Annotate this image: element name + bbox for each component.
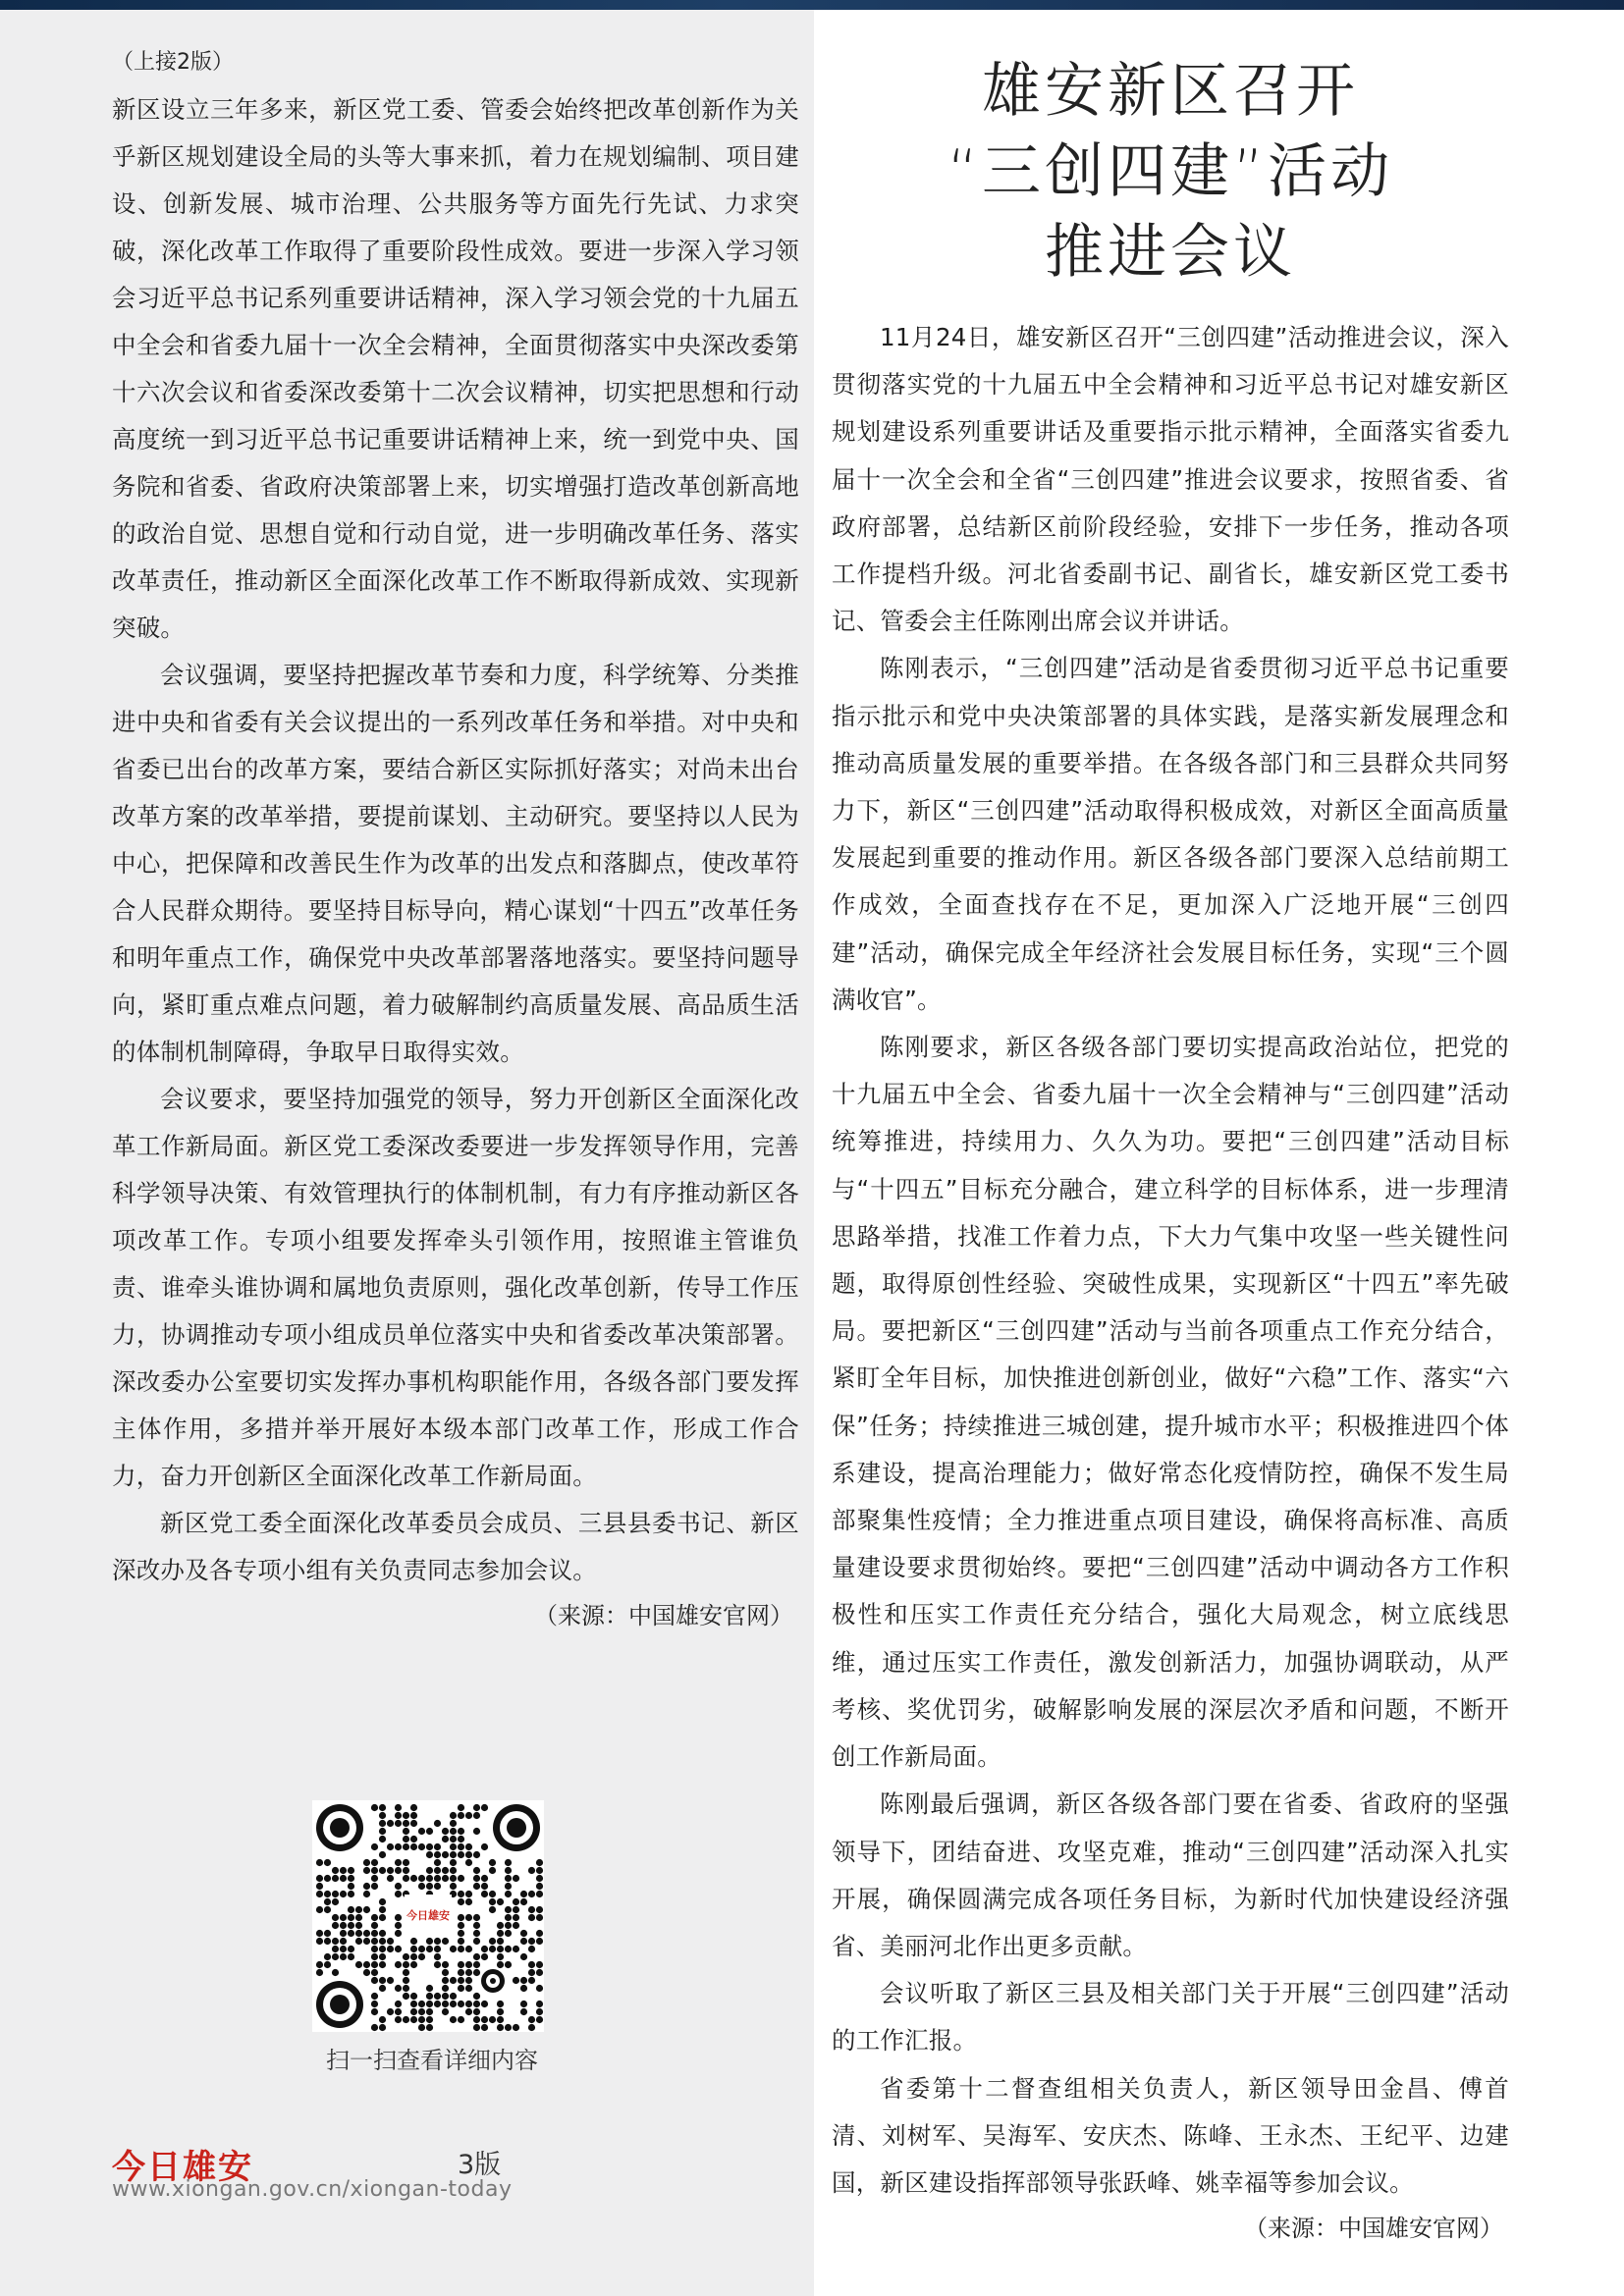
- paragraph: 陈刚最后强调，新区各级各部门要在省委、省政府的坚强领导下，团结奋进、攻坚克难，推动“三创四建”活动深入扎实开展，确保圆满完成各项任务目标，为新时代加快建设经济强省、美丽河北作出更多贡献。: [832, 1789, 1509, 1960]
- qr-center-label: 今日雄安: [406, 1909, 450, 1922]
- paragraph: 省委第十二督查组相关负责人，新区领导田金昌、傅首清、刘树军、吴海军、安庆杰、陈峰、王永杰、王纪平、边建国，新区建设指挥部领导张跃峰、姚幸福等参加会议。: [832, 2073, 1509, 2197]
- paragraph: 陈刚要求，新区各级各部门要切实提高政治站位，把党的十九届五中全会、省委九届十一次全会精神与“三创四建”活动统筹推进，持续用力、久久为功。要把“三创四建”活动目标与“十四五”目标充分融合，建立科学的目标体系，进一步理清思路举措，找准工作着力点，下大力气集中攻坚一些关键性问题，取得原创性经验、突破性成果，实现新区“十四五”率先破局。要把新区“三创四建”活动与当前各项重点工作充分结合，紧盯全年目标，加快推进创新创业，做好“六稳”工作、落实“六保”任务；持续推进三城创建，提升城市水平；积极推进四个体系建设，提高治理能力；做好常态化疫情防控，确保不发生局部聚集性疫情；全力推进重点项目建设，确保将高标准、高质量建设要求贯彻始终。要把“三创四建”活动中调动各方工作积极性和压实工作责任充分结合，强化大局观念，树立底线思维，通过压实工作责任，激发创新活力，加强协调联动，从严考核、奖优罚劣，破解影响发展的深层次矛盾和问题，不断开创工作新局面。: [832, 1033, 1509, 1772]
- paragraph: 会议要求，要坚持加强党的领导，努力开创新区全面深化改革工作新局面。新区党工委深改委要进一步发挥领导作用，完善科学领导决策、有效管理执行的体制机制，有力有序推动新区各项改革工作。专项小组要发挥牵头引领作用，按照谁主管谁负责、谁牵头谁协调和属地负责原则，强化改革创新，传导工作压力，协调推动专项小组成员单位落实中央和省委改革决策部署。深改委办公室要切实发挥办事机构职能作用，各级各部门要发挥主体作用，多措并举开展好本级本部门改革工作，形成工作合力，奋力开创新区全面深化改革工作新局面。: [112, 1085, 799, 1490]
- source-credit: （来源：中国雄安官网）: [1244, 2215, 1503, 2243]
- left-column: [112, 43, 799, 1637]
- right-article-body: [832, 314, 1509, 2207]
- paragraph: 新区党工委全面深化改革委员会成员、三县县委书记、新区深改办及各专项小组有关负责同志参加会议。: [112, 1509, 799, 1584]
- page-number: 3版: [458, 2150, 502, 2180]
- headline-line: “三创四建”活动: [947, 137, 1394, 206]
- headline-line: 推进会议: [1045, 218, 1296, 287]
- qr-code[interactable]: [312, 1800, 544, 2032]
- paragraph: 会议强调，要坚持把握改革节奏和力度，科学统筹、分类推进中央和省委有关会议提出的一系列改革任务和举措。对中央和省委已出台的改革方案，要结合新区实际抓好落实；对尚未出台改革方案的改革举措，要提前谋划、主动研究。要坚持以人民为中心，把保障和改善民生作为改革的出发点和落脚点，使改革符合人民群众期待。要坚持目标导向，精心谋划“十四五”改革任务和明年重点工作，确保党中央改革部署落地落实。要坚持问题导向，紧盯重点难点问题，着力破解制约高质量发展、高品质生活的体制机制障碍，争取早日取得实效。: [112, 661, 799, 1066]
- source-credit: （来源：中国雄安官网）: [534, 1602, 793, 1629]
- publication-logo: 今日雄安: [112, 2148, 253, 2187]
- paragraph: 陈刚表示，“三创四建”活动是省委贯彻习近平总书记重要指示批示和党中央决策部署的具体实践，是落实新发展理念和推动高质量发展的重要举措。在各级各部门和三县群众共同努力下，新区“三创四建”活动取得积极成效，对新区全面高质量发展起到重要的推动作用。新区各级各部门要深入总结前期工作成效，全面查找存在不足，更加深入广泛地开展“三创四建”活动，确保完成全年经济社会发展目标任务，实现“三个圆满收官”。: [832, 654, 1509, 1014]
- website-url[interactable]: www.xiongan.gov.cn/xiongan-today: [112, 2177, 513, 2202]
- article-headline: [832, 51, 1509, 293]
- top-bar: [0, 0, 1624, 10]
- right-column: [832, 51, 1509, 2250]
- continued-from-note: （上接2版）: [112, 50, 234, 75]
- paragraph: 新区设立三年多来，新区党工委、管委会始终把改革创新作为关乎新区规划建设全局的头等大事来抓，着力在规划编制、项目建设、创新发展、城市治理、公共服务等方面先行先试、力求突破，深化改革工作取得了重要阶段性成效。要进一步深入学习领会习近平总书记系列重要讲话精神，深入学习领会党的十九届五中全会和省委九届十一次全会精神，全面贯彻落实中央深改委第十六次会议和省委深改委第十二次会议精神，切实把思想和行动高度统一到习近平总书记重要讲话精神上来，统一到党中央、国务院和省委、省政府决策部署上来，切实增强打造改革创新高地的政治自觉、思想自觉和行动自觉，进一步明确改革任务、落实改革责任，推动新区全面深化改革工作不断取得新成效、实现新突破。: [112, 95, 799, 642]
- paragraph: 会议听取了新区三县及相关部门关于开展“三创四建”活动的工作汇报。: [832, 1979, 1509, 2056]
- qr-code-icon: [312, 1800, 544, 2032]
- paragraph: 11月24日，雄安新区召开“三创四建”活动推进会议，深入贯彻落实党的十九届五中全会精神和习近平总书记对雄安新区规划建设系列重要讲话及重要指示批示精神，全面落实省委九届十一次全会和全省“三创四建”推进会议要求，按照省委、省政府部署，总结新区前阶段经验，安排下一步任务，推动各项工作提档升级。河北省委副书记、副省长，雄安新区党工委书记、管委会主任陈刚出席会议并讲话。: [832, 323, 1509, 636]
- qr-caption: 扫一扫查看详细内容: [326, 2047, 538, 2074]
- headline-line: 雄安新区召开: [982, 57, 1359, 126]
- left-article-body: [112, 86, 799, 1594]
